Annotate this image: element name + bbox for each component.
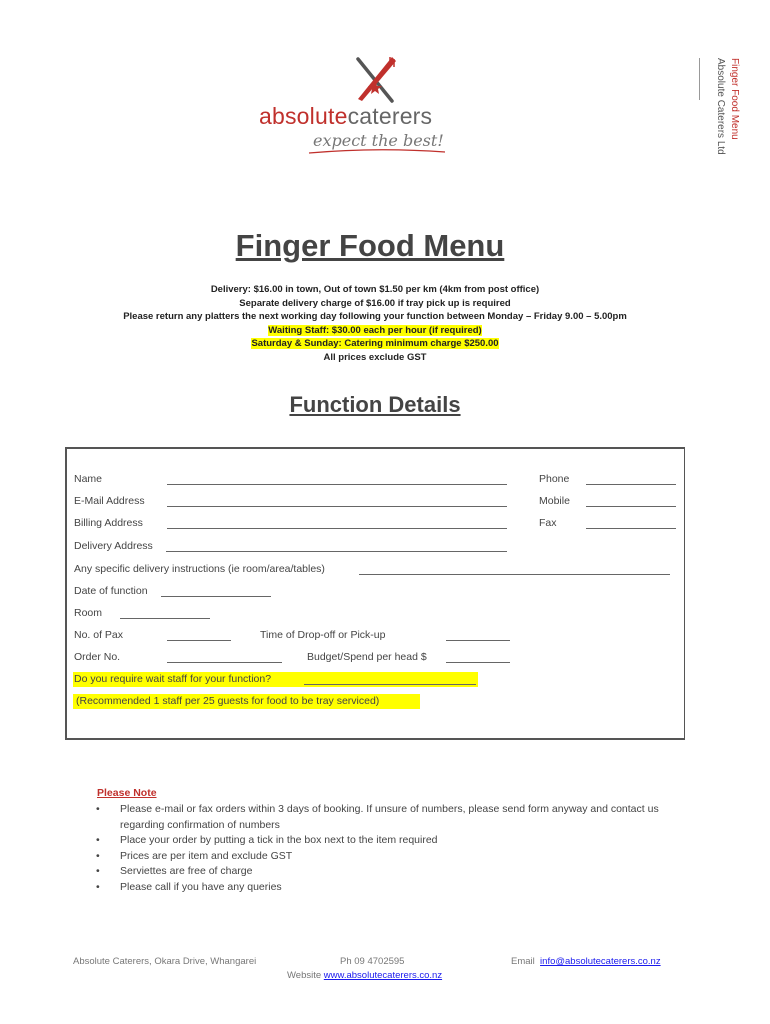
info-line: All prices exclude GST — [323, 351, 427, 363]
footer-phone: Ph 09 4702595 — [340, 956, 405, 967]
room-label: Room — [74, 607, 103, 619]
website-link[interactable]: www.absolutecaterers.co.nz — [323, 970, 443, 981]
budget-label: Budget/Spend per head $ — [307, 651, 427, 663]
info-line: Saturday & Sunday: Catering minimum charge $250.00 — [251, 338, 499, 349]
info-line: Delivery: $16.00 in town, Out of town $1.50 per km (4km from post office) — [210, 284, 540, 295]
delivery-label: Delivery Address — [74, 540, 153, 552]
note-item: • Please call if you have any queries — [96, 880, 696, 896]
pricing-info — [0, 283, 750, 364]
email-label: E-Mail Address — [74, 495, 145, 507]
billing-field[interactable] — [167, 528, 507, 529]
info-line: Waiting Staff: $30.00 each per hour (if required) — [268, 324, 482, 336]
phone-field[interactable] — [586, 484, 676, 485]
mobile-label: Mobile — [539, 495, 570, 507]
note-item: • Place your order by putting a tick in the box next to the item required — [96, 833, 696, 849]
logo-wordmark: absolutecaterers — [259, 103, 433, 129]
footer-address: Absolute Caterers, Okara Drive, Whangarei — [73, 956, 257, 967]
company-logo — [255, 55, 500, 165]
tagline-swash — [307, 148, 447, 156]
instructions-label: Any specific delivery instructions (ie room/area/tables) — [74, 563, 325, 575]
staff-recommendation: (Recommended 1 staff per 25 guests for food to be tray serviced) — [73, 694, 420, 709]
phone-label: Phone — [539, 473, 570, 485]
budget-field[interactable] — [446, 662, 510, 663]
page-title: Finger Food Menu — [235, 228, 505, 263]
note-item: • Please e-mail or fax orders within 3 days of booking. If unsure of numbers, please send form anyway and contact us regarding confirmation of numbers — [96, 803, 659, 831]
function-details-heading: Function Details — [289, 392, 461, 417]
bullet-icon: • — [96, 803, 100, 815]
order-field[interactable] — [167, 662, 282, 663]
side-label — [705, 58, 745, 168]
notes-list — [96, 802, 696, 895]
name-label: Name — [74, 473, 103, 485]
logo-tagline: expect the best! — [313, 131, 444, 150]
room-field[interactable] — [120, 618, 210, 619]
billing-label: Billing Address — [74, 517, 143, 529]
bullet-icon: • — [96, 834, 100, 846]
pax-field[interactable] — [167, 640, 231, 641]
fax-label: Fax — [539, 517, 557, 529]
side-title: Finger Food Menu — [729, 58, 740, 140]
info-line: Please return any platters the next working day following your function between Monday – Friday 9.00 – 5.00pm — [123, 311, 627, 322]
name-field[interactable] — [167, 484, 507, 485]
bullet-icon: • — [96, 880, 100, 893]
wait-staff-field[interactable] — [304, 684, 476, 685]
time-label: Time of Drop-off or Pick-up — [260, 629, 386, 641]
email-field[interactable] — [167, 506, 507, 507]
note-item: • Prices are per item and exclude GST — [96, 849, 696, 865]
side-company: Absolute Caterers Ltd — [715, 58, 726, 155]
email-link[interactable]: info@absolutecaterers.co.nz — [540, 956, 661, 967]
side-divider — [699, 58, 700, 100]
instructions-field[interactable] — [359, 574, 670, 575]
wait-staff-question: Do you require wait staff for your function? — [73, 672, 478, 687]
notes-heading: Please Note — [97, 787, 157, 799]
footer-website: Website www.absolutecaterers.co.nz — [287, 970, 443, 981]
fax-field[interactable] — [586, 528, 676, 529]
order-label: Order No. — [74, 651, 121, 663]
info-line: Separate delivery charge of $16.00 if tray pick up is required — [239, 297, 511, 309]
fork-knife-icon — [352, 55, 400, 103]
note-item: • Serviettes are free of charge — [96, 864, 696, 880]
pax-label: No. of Pax — [74, 629, 124, 641]
bullet-icon: • — [96, 849, 100, 862]
bullet-icon: • — [96, 865, 100, 877]
footer-email: Email info@absolutecaterers.co.nz — [511, 956, 661, 967]
mobile-field[interactable] — [586, 506, 676, 507]
delivery-field[interactable] — [166, 551, 507, 552]
time-field[interactable] — [446, 640, 510, 641]
date-field[interactable] — [161, 596, 271, 597]
date-label: Date of function — [74, 585, 148, 597]
